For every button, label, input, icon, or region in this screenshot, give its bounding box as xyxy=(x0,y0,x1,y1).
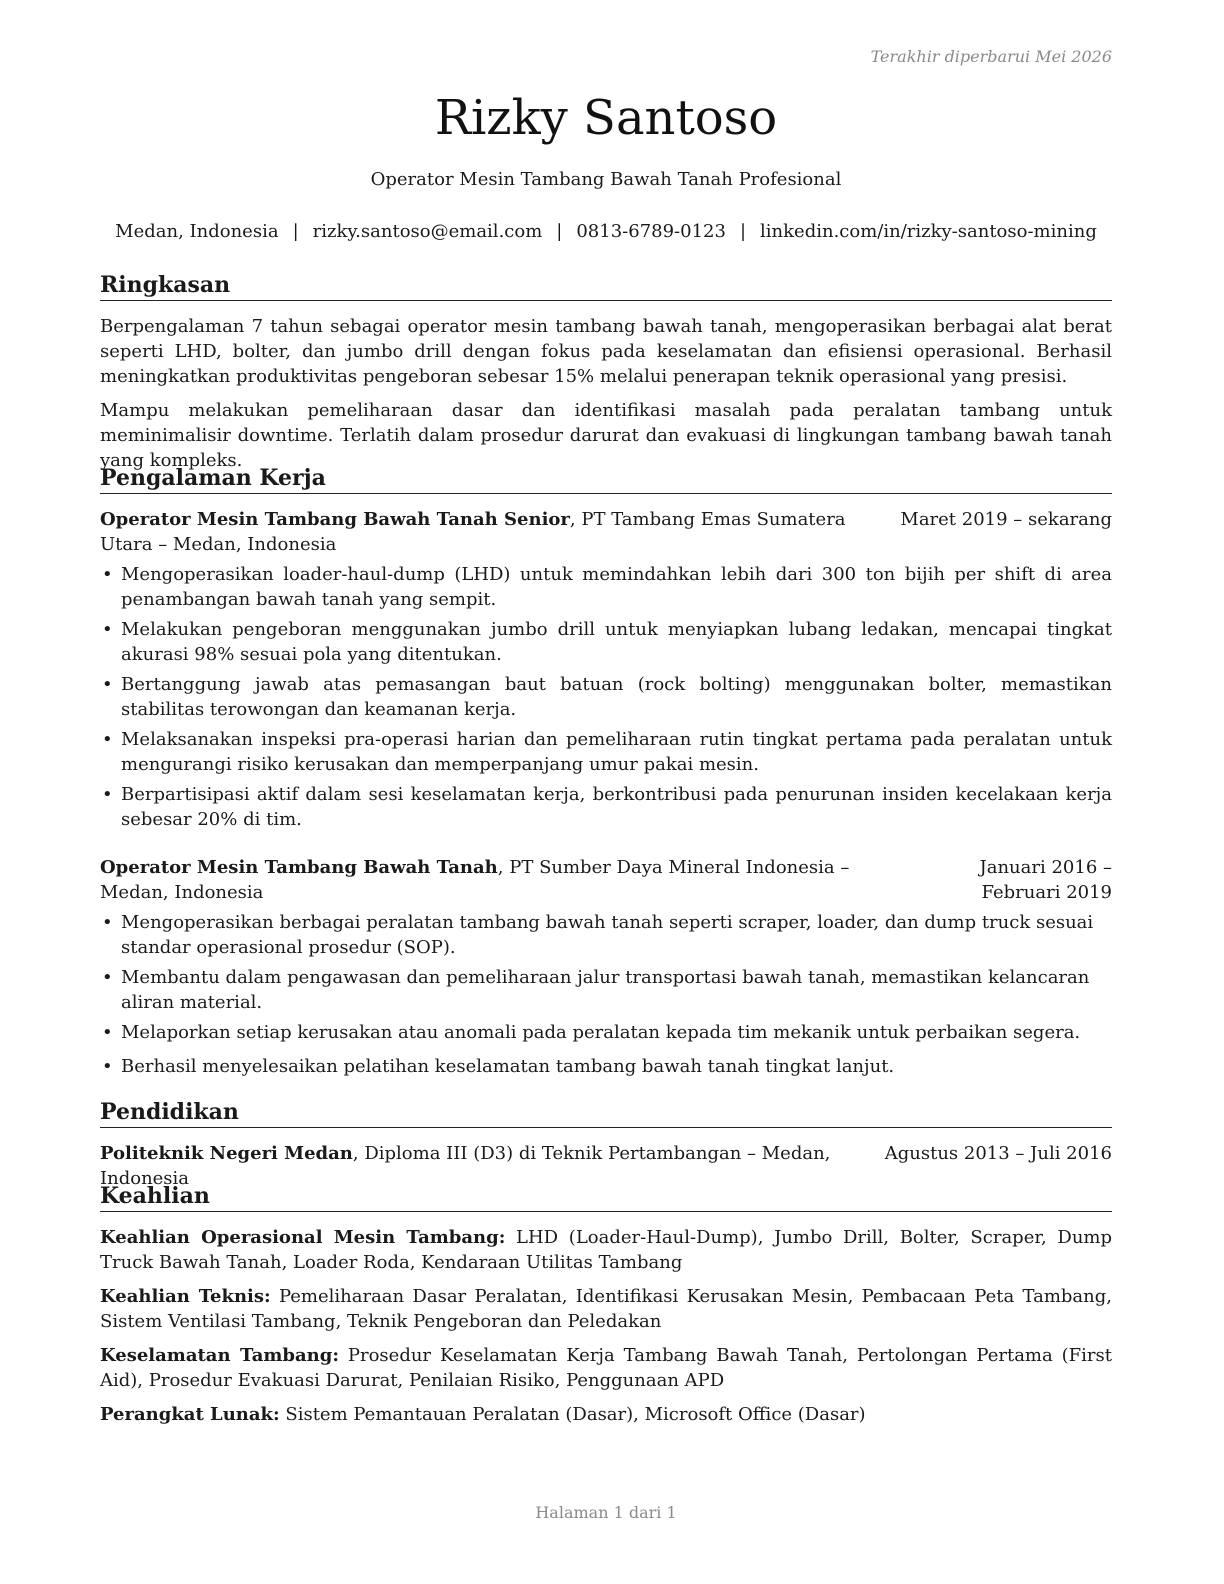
job-heading xyxy=(100,855,880,905)
education-detail: , Diploma III (D3) di Teknik Pertambangan – Medan, Indonesia xyxy=(100,1143,831,1189)
skill-group xyxy=(100,1284,1112,1334)
contact-line xyxy=(100,219,1112,244)
skills-section xyxy=(100,1182,1112,1427)
job-header xyxy=(100,507,1112,557)
summary-section xyxy=(100,271,1112,473)
education-dates: Agustus 2013 – Juli 2016 xyxy=(884,1143,1112,1164)
section-title-education: Pendidikan xyxy=(100,1098,1112,1128)
section-title-skills: Keahlian xyxy=(100,1182,1112,1212)
job-entry xyxy=(100,855,1112,1079)
last-updated-note: Terakhir diperbarui Mei 2026 xyxy=(870,47,1112,66)
skill-group-items: Sistem Pemantauan Peralatan (Dasar), Microsoft Office (Dasar) xyxy=(279,1404,866,1425)
contact-separator: | xyxy=(739,221,747,242)
job-dates: Maret 2019 – sekarang xyxy=(900,509,1112,530)
job-role: Operator Mesin Tambang Bawah Tanah Senior xyxy=(100,509,570,530)
contact-email[interactable]: rizky.santoso@email.com xyxy=(312,221,543,242)
candidate-name: Rizky Santoso xyxy=(434,90,778,146)
job-bullet: • Melaporkan setiap kerusakan atau anomali pada peralatan kepada tim mekanik untuk perbaikan segera. xyxy=(100,1020,1112,1045)
job-bullets xyxy=(100,910,1112,1079)
section-title-summary: Ringkasan xyxy=(100,271,1112,301)
job-heading xyxy=(100,507,890,557)
skill-group-label: Keahlian Operasional Mesin Tambang: xyxy=(100,1227,506,1248)
skill-group-items: LHD (Loader-Haul-Dump), Jumbo Drill, Bolter, Scraper, Dump Truck Bawah Tanah, Loader Roda, Kendaraan Utilitas Tambang xyxy=(100,1227,1112,1273)
skill-group xyxy=(100,1225,1112,1275)
skill-group xyxy=(100,1402,1112,1427)
contact-location: Medan, Indonesia xyxy=(115,221,279,242)
section-title-experience: Pengalaman Kerja xyxy=(100,464,1112,494)
contact-phone: 0813-6789-0123 xyxy=(576,221,726,242)
job-bullet: • Berpartisipasi aktif dalam sesi keselamatan kerja, berkontribusi pada penurunan insiden kecelakaan kerja sebesar 20% di tim. xyxy=(100,782,1112,832)
summary-paragraph: Mampu melakukan pemeliharaan dasar dan identifikasi masalah pada peralatan tambang untuk meminimalisir downtime. Terlatih dalam prosedur darurat dan evakuasi di lingkungan tambang bawah tanah yang kompleks. xyxy=(100,400,1112,471)
job-bullet: • Melaksanakan inspeksi pra-operasi harian dan pemeliharaan rutin tingkat pertama pada peralatan untuk mengurangi risiko kerusakan dan memperpanjang umur pakai mesin. xyxy=(100,727,1112,777)
candidate-title: Operator Mesin Tambang Bawah Tanah Profesional xyxy=(370,169,842,190)
contact-separator: | xyxy=(556,221,563,242)
job-organization: , PT Tambang Emas Sumatera Utara – Medan, Indonesia xyxy=(100,509,846,555)
job-bullet: • Bertanggung jawab atas pemasangan baut batuan (rock bolting) menggunakan bolter, memastikan stabilitas terowongan dan keamanan kerja. xyxy=(100,672,1112,722)
job-bullets xyxy=(100,562,1112,832)
skill-group-label: Keselamatan Tambang: xyxy=(100,1345,339,1366)
skill-group-items: Pemeliharaan Dasar Peralatan, Identifikasi Kerusakan Mesin, Pembacaan Peta Tambang, Sistem Ventilasi Tambang, Teknik Pengeboran dan Peledakan xyxy=(100,1286,1112,1332)
experience-section xyxy=(100,464,1112,1079)
job-entry xyxy=(100,507,1112,832)
job-bullet: • Melakukan pengeboran menggunakan jumbo drill untuk menyiapkan lubang ledakan, mencapai tingkat akurasi 98% sesuai pola yang ditentukan. xyxy=(100,617,1112,667)
skill-group-label: Perangkat Lunak: xyxy=(100,1404,280,1425)
job-role: Operator Mesin Tambang Bawah Tanah xyxy=(100,857,498,878)
job-bullet: • Membantu dalam pengawasan dan pemeliharaan jalur transportasi bawah tanah, memastikan kelancaran aliran material. xyxy=(100,965,1112,1015)
education-section xyxy=(100,1098,1112,1191)
skill-group xyxy=(100,1343,1112,1393)
summary-paragraph: Berpengalaman 7 tahun sebagai operator mesin tambang bawah tanah, mengoperasikan berbagai alat berat seperti LHD, bolter, dan jumbo drill dengan fokus pada keselamatan dan efisiensi operasional. Berhasil meningkatkan produktivitas pengeboran sebesar 15% melalui penerapan teknik operasional yang presisi. xyxy=(100,316,1112,387)
page-number: Halaman 1 dari 1 xyxy=(535,1503,677,1522)
skill-group-label: Keahlian Teknis: xyxy=(100,1286,271,1307)
job-bullet: • Mengoperasikan loader-haul-dump (LHD) untuk memindahkan lebih dari 300 ton bijih per shift di area penambangan bawah tanah yang sempit. xyxy=(100,562,1112,612)
contact-linkedin[interactable]: linkedin.com/in/rizky-santoso-mining xyxy=(760,221,1097,242)
job-bullet: • Berhasil menyelesaikan pelatihan keselamatan tambang bawah tanah tingkat lanjut. xyxy=(100,1054,1112,1079)
skill-group-items: Prosedur Keselamatan Kerja Tambang Bawah Tanah, Pertolongan Pertama (First Aid), Prosedur Evakuasi Darurat, Penilaian Risiko, Penggunaan APD xyxy=(100,1345,1112,1391)
job-dates: Januari 2016 – Februari 2019 xyxy=(979,857,1112,903)
job-organization: , PT Sumber Daya Mineral Indonesia – Medan, Indonesia xyxy=(100,857,850,903)
job-bullet: • Mengoperasikan berbagai peralatan tambang bawah tanah seperti scraper, loader, dan dump truck sesuai standar operasional prosedur (SOP). xyxy=(100,910,1112,960)
job-header xyxy=(100,855,1112,905)
contact-separator: | xyxy=(292,221,299,242)
education-school: Politeknik Negeri Medan xyxy=(100,1143,353,1164)
